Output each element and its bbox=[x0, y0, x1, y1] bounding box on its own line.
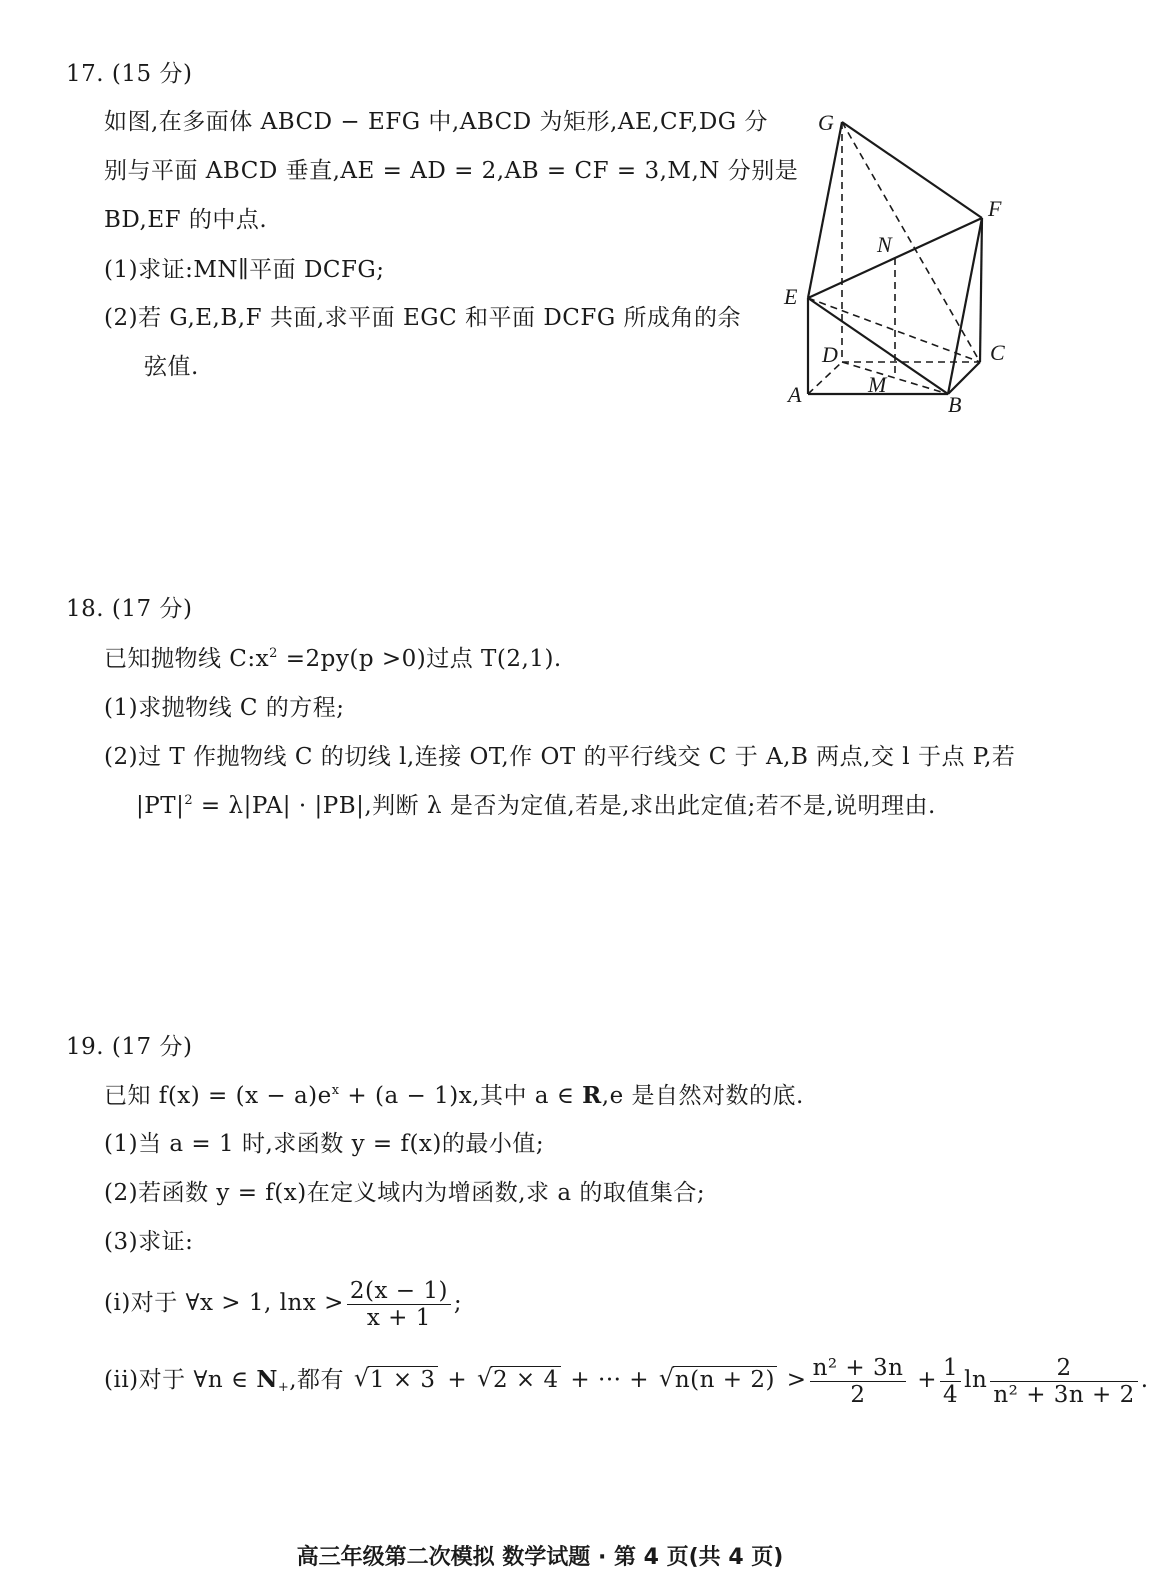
q18-part2-text-end: = λ|PA| · |PB|,判断 λ 是否为定值,若是,求出此定值;若不是,说明理由. bbox=[193, 793, 936, 819]
q19-part1: (1)当 a = 1 时,求函数 y = f(x)的最小值; bbox=[104, 1131, 545, 1157]
ln-operator: ln bbox=[964, 1367, 988, 1393]
q17-part2-line2: 弦值. bbox=[144, 354, 199, 380]
q19-real-set: R bbox=[582, 1082, 602, 1109]
q19-header: 19. (17 分) bbox=[66, 1034, 193, 1060]
q19-sub-i-fraction bbox=[347, 1278, 451, 1331]
q19-sub-i bbox=[104, 1273, 462, 1333]
q17-header: 17. (15 分) bbox=[66, 61, 193, 87]
plus-sign: + bbox=[909, 1367, 938, 1393]
ellipsis-sum: + ··· + bbox=[562, 1367, 657, 1393]
edge-FB bbox=[948, 218, 982, 394]
q18-intro-text-end: =2py(p >0)过点 T(2,1). bbox=[277, 646, 562, 672]
sqrt-radicand: 2 × 4 bbox=[492, 1367, 559, 1393]
label-M: M bbox=[868, 372, 887, 397]
edge-GE bbox=[808, 122, 842, 298]
q19-sub-i-text: (i)对于 ∀x > 1, lnx > bbox=[104, 1290, 344, 1316]
label-A: A bbox=[788, 382, 802, 407]
fraction-denominator: x + 1 bbox=[366, 1304, 431, 1331]
q19-intro-text-end: ,e 是自然对数的底. bbox=[601, 1083, 804, 1109]
q17-part2-line1: (2)若 G,E,B,F 共面,求平面 EGC 和平面 DCFG 所成角的余 bbox=[104, 305, 742, 331]
natural-set-subscript: + bbox=[277, 1380, 290, 1395]
q19-part2: (2)若函数 y = f(x)在定义域内为增函数,求 a 的取值集合; bbox=[104, 1180, 706, 1206]
q19-sub-ii bbox=[104, 1350, 1149, 1410]
fraction-denominator: 4 bbox=[943, 1381, 959, 1408]
fraction-denominator: 2 bbox=[850, 1381, 866, 1408]
label-N: N bbox=[877, 232, 892, 257]
q19-sub-ii-text: (ii)对于 ∀n ∈ bbox=[104, 1367, 257, 1393]
q18-intro bbox=[104, 643, 562, 675]
sqrt-radicand: 1 × 3 bbox=[369, 1367, 436, 1393]
greater-than: > bbox=[778, 1367, 807, 1393]
sqrt-term-n bbox=[659, 1350, 777, 1410]
edge-FC bbox=[980, 218, 982, 362]
label-D: D bbox=[822, 342, 838, 367]
fraction-numerator: 2 bbox=[990, 1355, 1137, 1382]
fraction-1 bbox=[810, 1355, 907, 1408]
q18-part2-text: |PT| bbox=[136, 793, 185, 819]
q18-intro-exponent: 2 bbox=[269, 646, 278, 661]
natural-set: N bbox=[256, 1366, 278, 1393]
q18-part2-line1: (2)过 T 作抛物线 C 的切线 l,连接 OT,作 OT 的平行线交 C 于 A,B 两点,交 l 于点 P,若 bbox=[104, 744, 1016, 770]
q18-part2-line2 bbox=[136, 790, 936, 822]
fraction-3 bbox=[990, 1355, 1137, 1408]
edge-GF bbox=[842, 122, 982, 218]
q18-header: 18. (17 分) bbox=[66, 596, 193, 622]
label-F: F bbox=[988, 196, 1002, 221]
label-G: G bbox=[818, 110, 834, 135]
q18-intro-text: 已知抛物线 C:x bbox=[104, 646, 270, 672]
fraction-numerator: n² + 3n bbox=[810, 1355, 907, 1382]
sqrt-term-1 bbox=[354, 1350, 438, 1410]
q19-intro-text-mid: + (a − 1)x,其中 a ∈ bbox=[339, 1083, 583, 1109]
q19-sub-ii-mid: ,都有 bbox=[289, 1367, 345, 1393]
q19-intro bbox=[104, 1080, 804, 1112]
fraction-denominator: n² + 3n + 2 bbox=[993, 1381, 1135, 1408]
sqrt-term-2 bbox=[477, 1350, 561, 1410]
q18-part1: (1)求抛物线 C 的方程; bbox=[104, 695, 345, 721]
label-E: E bbox=[784, 284, 798, 309]
q19-part3: (3)求证: bbox=[104, 1229, 194, 1255]
polyhedron-figure bbox=[770, 100, 1040, 430]
sqrt-radicand: n(n + 2) bbox=[674, 1367, 775, 1393]
fraction-2 bbox=[940, 1355, 961, 1408]
q18-part2-exponent: 2 bbox=[184, 793, 194, 808]
sentence-end: . bbox=[1140, 1367, 1149, 1393]
q17-text-line1: 如图,在多面体 ABCD − EFG 中,ABCD 为矩形,AE,CF,DG 分 bbox=[104, 109, 768, 135]
q17-text-line2: 别与平面 ABCD 垂直,AE = AD = 2,AB = CF = 3,M,N 分别是 bbox=[104, 158, 799, 184]
q19-sub-i-end: ; bbox=[453, 1290, 463, 1316]
plus-sign: + bbox=[439, 1367, 475, 1393]
q17-text-line3: BD,EF 的中点. bbox=[104, 207, 268, 233]
page-footer: 高三年级第二次模拟 数学试题 · 第 4 页(共 4 页) bbox=[296, 1545, 784, 1570]
q17-part1: (1)求证:MN∥平面 DCFG; bbox=[104, 257, 385, 283]
label-B: B bbox=[948, 392, 962, 417]
fraction-numerator: 1 bbox=[940, 1355, 961, 1382]
q19-intro-exponent: x bbox=[331, 1083, 340, 1098]
fraction-numerator: 2(x − 1) bbox=[347, 1278, 451, 1305]
q19-intro-text: 已知 f(x) = (x − a)e bbox=[104, 1083, 332, 1109]
label-C: C bbox=[990, 340, 1005, 365]
edge-GC bbox=[842, 122, 980, 362]
